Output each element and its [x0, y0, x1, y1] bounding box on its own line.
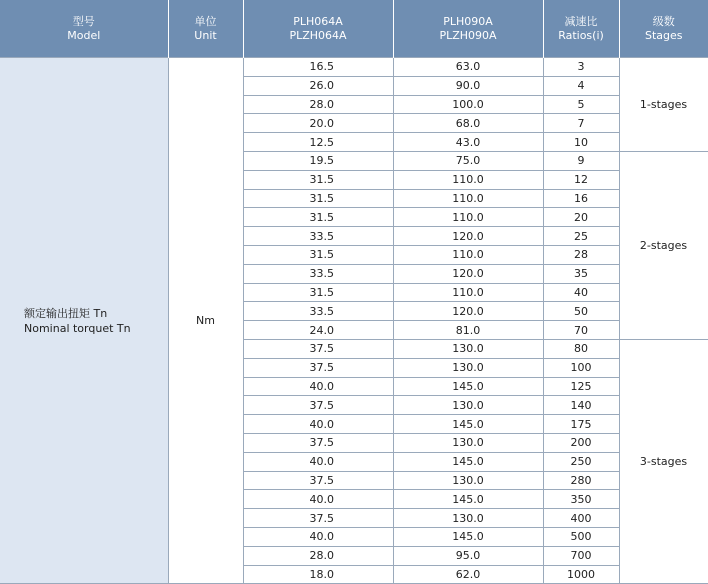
header-unit-en: Unit — [169, 29, 243, 43]
torque-series-b-cell: 110.0 — [393, 189, 543, 208]
ratio-cell: 9 — [543, 151, 619, 170]
ratio-cell: 10 — [543, 133, 619, 152]
ratio-cell: 500 — [543, 527, 619, 546]
ratio-cell: 4 — [543, 76, 619, 95]
header-unit — [168, 0, 243, 58]
torque-series-b-cell: 145.0 — [393, 415, 543, 434]
torque-series-a-cell: 40.0 — [243, 527, 393, 546]
torque-series-a-cell: 31.5 — [243, 283, 393, 302]
ratio-cell: 700 — [543, 546, 619, 565]
ratio-cell: 350 — [543, 490, 619, 509]
parameter-unit: Nm — [168, 58, 243, 584]
torque-series-b-cell: 120.0 — [393, 302, 543, 321]
torque-series-a-cell: 12.5 — [243, 133, 393, 152]
stage-group-label: 3-stages — [619, 339, 708, 583]
torque-series-b-cell: 130.0 — [393, 358, 543, 377]
torque-series-b-cell: 130.0 — [393, 339, 543, 358]
torque-series-a-cell: 37.5 — [243, 509, 393, 528]
torque-series-b-cell: 145.0 — [393, 527, 543, 546]
ratio-cell: 200 — [543, 433, 619, 452]
table-body — [0, 58, 708, 584]
torque-series-b-cell: 68.0 — [393, 114, 543, 133]
torque-series-a-cell: 40.0 — [243, 415, 393, 434]
torque-series-b-cell: 145.0 — [393, 490, 543, 509]
torque-series-b-cell: 110.0 — [393, 283, 543, 302]
torque-series-b-cell: 120.0 — [393, 227, 543, 246]
ratio-cell: 20 — [543, 208, 619, 227]
torque-series-a-cell: 28.0 — [243, 95, 393, 114]
torque-series-a-cell: 37.5 — [243, 471, 393, 490]
ratio-cell: 280 — [543, 471, 619, 490]
ratio-cell: 140 — [543, 396, 619, 415]
header-unit-cn: 单位 — [169, 15, 243, 29]
torque-series-b-cell: 90.0 — [393, 76, 543, 95]
torque-series-b-cell: 110.0 — [393, 208, 543, 227]
torque-series-a-cell: 33.5 — [243, 302, 393, 321]
torque-series-b-cell: 43.0 — [393, 133, 543, 152]
torque-series-b-cell: 110.0 — [393, 245, 543, 264]
ratio-cell: 125 — [543, 377, 619, 396]
stage-group-label: 1-stages — [619, 58, 708, 152]
table-header — [0, 0, 708, 58]
header-stages-en: Stages — [620, 29, 708, 43]
torque-series-a-cell: 33.5 — [243, 227, 393, 246]
ratio-cell: 16 — [543, 189, 619, 208]
parameter-name-cn: 额定输出扭矩 Tn — [24, 306, 168, 321]
torque-series-b-cell: 81.0 — [393, 321, 543, 340]
torque-series-a-cell: 18.0 — [243, 565, 393, 584]
torque-series-a-cell: 28.0 — [243, 546, 393, 565]
ratio-cell: 175 — [543, 415, 619, 434]
torque-series-b-cell: 130.0 — [393, 509, 543, 528]
ratio-cell: 400 — [543, 509, 619, 528]
ratio-cell: 100 — [543, 358, 619, 377]
ratio-cell: 3 — [543, 58, 619, 77]
torque-series-b-cell: 62.0 — [393, 565, 543, 584]
ratio-cell: 250 — [543, 452, 619, 471]
header-series-a-line1: PLH064A — [244, 15, 393, 29]
header-stages-cn: 级数 — [620, 15, 708, 29]
ratio-cell: 7 — [543, 114, 619, 133]
header-series-b-line2: PLZH090A — [394, 29, 543, 43]
torque-series-b-cell: 130.0 — [393, 471, 543, 490]
torque-series-a-cell: 16.5 — [243, 58, 393, 77]
torque-series-b-cell: 95.0 — [393, 546, 543, 565]
torque-series-b-cell: 63.0 — [393, 58, 543, 77]
torque-series-b-cell: 145.0 — [393, 377, 543, 396]
torque-series-a-cell: 37.5 — [243, 339, 393, 358]
ratio-cell: 80 — [543, 339, 619, 358]
torque-series-b-cell: 75.0 — [393, 151, 543, 170]
torque-series-a-cell: 19.5 — [243, 151, 393, 170]
torque-series-a-cell: 33.5 — [243, 264, 393, 283]
torque-series-a-cell: 31.5 — [243, 170, 393, 189]
header-ratio-en: Ratios(i) — [544, 29, 619, 43]
header-series-a-line2: PLZH064A — [244, 29, 393, 43]
torque-series-a-cell: 40.0 — [243, 452, 393, 471]
stage-group-label: 2-stages — [619, 151, 708, 339]
header-ratio-cn: 减速比 — [544, 15, 619, 29]
ratio-cell: 1000 — [543, 565, 619, 584]
ratio-cell: 25 — [543, 227, 619, 246]
header-series-b — [393, 0, 543, 58]
header-model-en: Model — [0, 29, 168, 43]
ratio-cell: 70 — [543, 321, 619, 340]
ratio-cell: 35 — [543, 264, 619, 283]
torque-series-a-cell: 24.0 — [243, 321, 393, 340]
ratio-cell: 28 — [543, 245, 619, 264]
torque-series-b-cell: 145.0 — [393, 452, 543, 471]
header-stages — [619, 0, 708, 58]
ratio-cell: 40 — [543, 283, 619, 302]
torque-series-b-cell: 130.0 — [393, 396, 543, 415]
parameter-name — [0, 58, 168, 584]
torque-series-a-cell: 26.0 — [243, 76, 393, 95]
header-ratio — [543, 0, 619, 58]
torque-series-a-cell: 37.5 — [243, 433, 393, 452]
header-series-a — [243, 0, 393, 58]
torque-series-a-cell: 37.5 — [243, 358, 393, 377]
torque-series-a-cell: 31.5 — [243, 208, 393, 227]
torque-series-a-cell: 37.5 — [243, 396, 393, 415]
torque-series-a-cell: 40.0 — [243, 377, 393, 396]
header-model — [0, 0, 168, 58]
ratio-cell: 12 — [543, 170, 619, 189]
torque-series-a-cell: 20.0 — [243, 114, 393, 133]
torque-series-b-cell: 110.0 — [393, 170, 543, 189]
torque-series-b-cell: 120.0 — [393, 264, 543, 283]
header-model-cn: 型号 — [0, 15, 168, 29]
torque-series-b-cell: 130.0 — [393, 433, 543, 452]
header-series-b-line1: PLH090A — [394, 15, 543, 29]
ratio-cell: 50 — [543, 302, 619, 321]
torque-series-a-cell: 31.5 — [243, 189, 393, 208]
torque-series-a-cell: 31.5 — [243, 245, 393, 264]
torque-series-b-cell: 100.0 — [393, 95, 543, 114]
table-row — [0, 58, 708, 77]
ratio-cell: 5 — [543, 95, 619, 114]
parameter-name-en: Nominal torquet Tn — [24, 321, 168, 336]
torque-series-a-cell: 40.0 — [243, 490, 393, 509]
